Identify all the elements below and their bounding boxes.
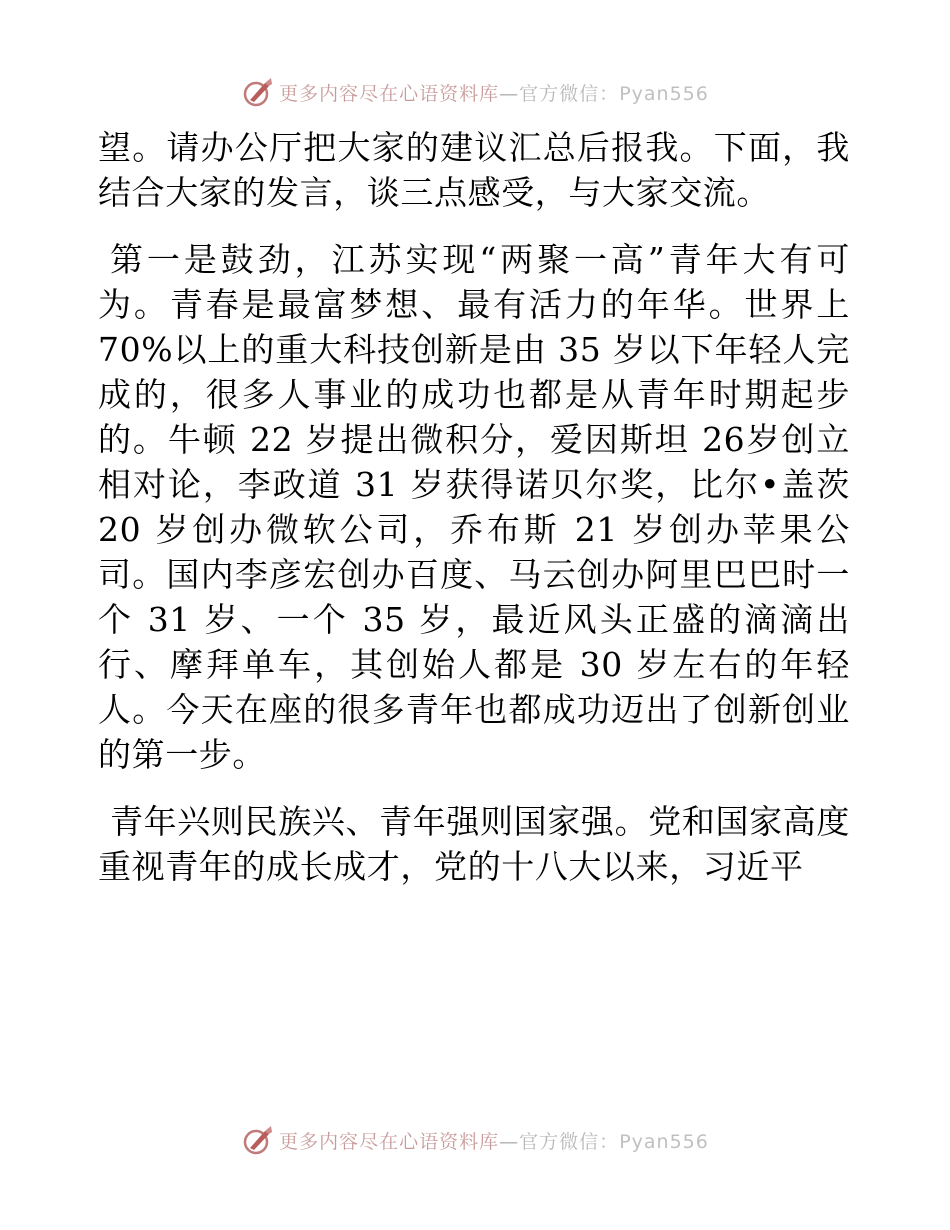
watermark-wechat-id: Pyan556 [619, 1130, 709, 1153]
watermark-wechat-id: Pyan556 [619, 82, 709, 105]
watermark-site-text: 更多内容尽在心语资料库 [279, 82, 500, 105]
watermark-label: 官方微信： [519, 1130, 620, 1153]
watermark-dash: — [499, 1130, 520, 1153]
header-watermark [0, 72, 950, 112]
paragraph-3: 青年兴则民族兴、青年强则国家强。党和国家高度重视青年的成长成才，党的十八大以来，习近平 [98, 802, 850, 886]
paragraph-1: 望。请办公厅把大家的建议汇总后报我。下面，我结合大家的发言，谈三点感受，与大家交流。 [98, 128, 850, 212]
watermark-site-text: 更多内容尽在心语资料库 [279, 1130, 500, 1153]
pen-logo-icon [241, 75, 275, 109]
pen-logo-icon [241, 1123, 275, 1157]
watermark-label: 官方微信： [519, 82, 620, 105]
document-body [98, 125, 850, 889]
paragraph-2: 第一是鼓劲，江苏实现“两聚一高”青年大有可为。青春是最富梦想、最有活力的年华。世界上70%以上的重大科技创新是由 35 岁以下年轻人完成的，很多人事业的成功也都是从青年时期起步的。牛顿 22 岁提出微积分，爱因斯坦 26岁创立相对论，李政道 31 岁获得诺贝尔奖，比尔•盖茨20 岁创办微软公司，乔布斯 21 岁创办苹果公司。国内李彦宏创办百度、马云创办阿里巴巴时一个 31 岁、一个 35 岁，最近风头正盛的滴滴出行、摩拜单车，其创始人都是 30 岁左右的年轻人。今天在座的很多青年也都成功迈出了创新创业的第一步。 [98, 240, 850, 774]
watermark-dash: — [499, 82, 520, 105]
footer-watermark [0, 1120, 950, 1160]
